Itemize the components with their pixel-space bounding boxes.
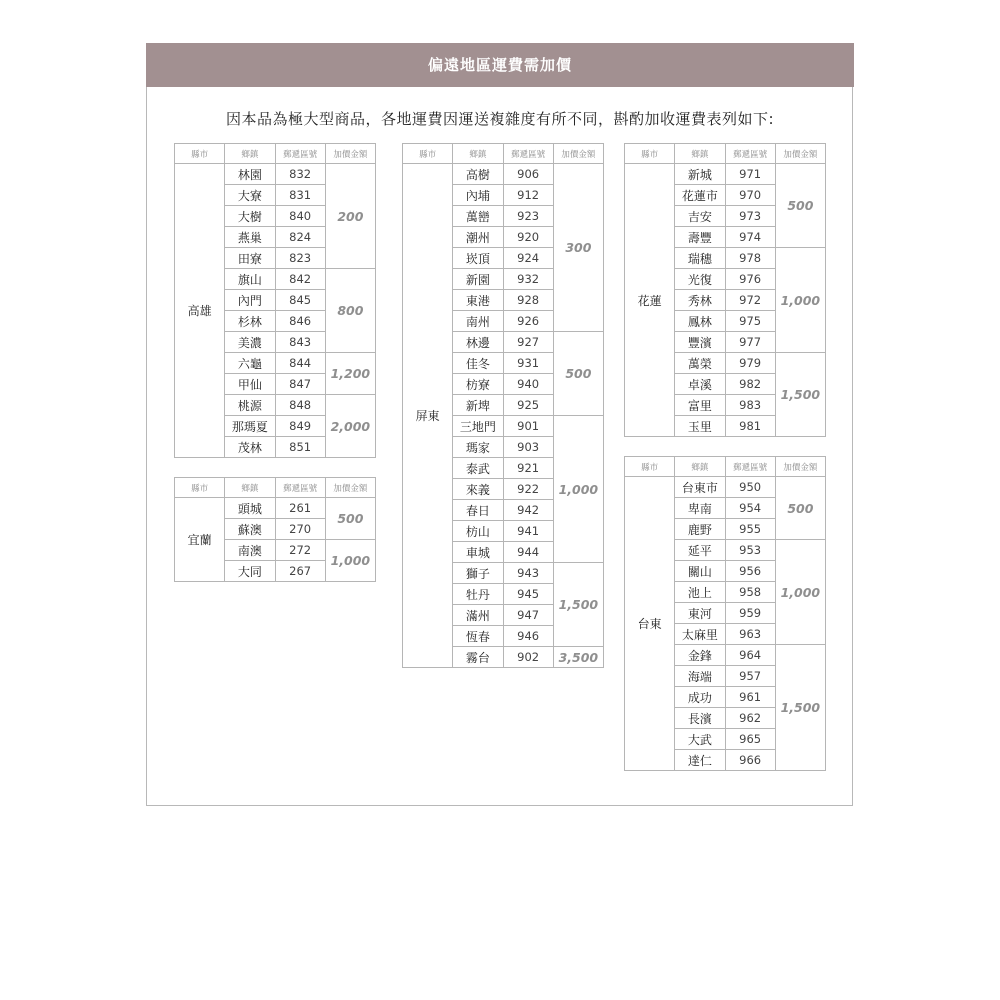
town-cell: 滿州 <box>453 605 503 626</box>
county-cell: 宜蘭 <box>175 498 225 582</box>
town-cell: 太麻里 <box>675 624 725 645</box>
zip-cell: 963 <box>725 624 775 645</box>
town-cell: 延平 <box>675 540 725 561</box>
header-town: 鄉鎮 <box>225 144 275 164</box>
town-cell: 美濃 <box>225 332 275 353</box>
zip-cell: 932 <box>503 269 553 290</box>
zip-cell: 842 <box>275 269 325 290</box>
zip-cell: 901 <box>503 416 553 437</box>
header-fee: 加價金額 <box>775 457 825 477</box>
zip-cell: 979 <box>725 353 775 374</box>
fee-cell: 1,000 <box>325 540 375 582</box>
town-cell: 萬榮 <box>675 353 725 374</box>
town-cell: 金鋒 <box>675 645 725 666</box>
town-cell: 蘇澳 <box>225 519 275 540</box>
zip-cell: 971 <box>725 164 775 185</box>
zip-cell: 950 <box>725 477 775 498</box>
town-cell: 玉里 <box>675 416 725 437</box>
town-cell: 壽豐 <box>675 227 725 248</box>
town-cell: 內埔 <box>453 185 503 206</box>
header-county: 縣市 <box>403 144 453 164</box>
fee-cell: 3,500 <box>553 647 603 668</box>
town-cell: 枋寮 <box>453 374 503 395</box>
zip-cell: 975 <box>725 311 775 332</box>
zip-cell: 943 <box>503 563 553 584</box>
town-cell: 來義 <box>453 479 503 500</box>
zip-cell: 961 <box>725 687 775 708</box>
town-cell: 大寮 <box>225 185 275 206</box>
zip-cell: 849 <box>275 416 325 437</box>
town-cell: 林園 <box>225 164 275 185</box>
town-cell: 新埤 <box>453 395 503 416</box>
zip-cell: 940 <box>503 374 553 395</box>
zip-cell: 270 <box>275 519 325 540</box>
zip-cell: 970 <box>725 185 775 206</box>
fee-cell: 1,500 <box>775 645 825 771</box>
town-cell: 甲仙 <box>225 374 275 395</box>
town-cell: 六龜 <box>225 353 275 374</box>
zip-cell: 928 <box>503 290 553 311</box>
zip-cell: 823 <box>275 248 325 269</box>
zip-cell: 925 <box>503 395 553 416</box>
zip-cell: 958 <box>725 582 775 603</box>
zip-cell: 973 <box>725 206 775 227</box>
zip-cell: 922 <box>503 479 553 500</box>
zip-cell: 982 <box>725 374 775 395</box>
zip-cell: 955 <box>725 519 775 540</box>
fee-cell: 1,000 <box>775 540 825 645</box>
town-cell: 大武 <box>675 729 725 750</box>
zip-cell: 824 <box>275 227 325 248</box>
zip-cell: 946 <box>503 626 553 647</box>
zip-cell: 957 <box>725 666 775 687</box>
header-zip: 郵遞區號 <box>725 144 775 164</box>
zip-cell: 832 <box>275 164 325 185</box>
header-county: 縣市 <box>175 478 225 498</box>
zip-cell: 844 <box>275 353 325 374</box>
town-cell: 田寮 <box>225 248 275 269</box>
town-cell: 崁頂 <box>453 248 503 269</box>
zip-cell: 954 <box>725 498 775 519</box>
header-town: 鄉鎮 <box>675 144 725 164</box>
header-fee: 加價金額 <box>325 144 375 164</box>
town-cell: 卓溪 <box>675 374 725 395</box>
fee-cell: 200 <box>325 164 375 269</box>
zip-cell: 945 <box>503 584 553 605</box>
zip-cell: 903 <box>503 437 553 458</box>
fee-cell: 1,500 <box>553 563 603 647</box>
town-cell: 新城 <box>675 164 725 185</box>
intro-text: 因本品為極大型商品，各地運費因運送複雜度有所不同，斟酌加收運費表列如下: <box>225 110 775 128</box>
town-cell: 東港 <box>453 290 503 311</box>
town-cell: 獅子 <box>453 563 503 584</box>
town-cell: 萬巒 <box>453 206 503 227</box>
zip-cell: 947 <box>503 605 553 626</box>
table-row <box>175 164 376 185</box>
fee-cell: 1,500 <box>775 353 825 437</box>
town-cell: 海端 <box>675 666 725 687</box>
zip-cell: 978 <box>725 248 775 269</box>
town-cell: 桃源 <box>225 395 275 416</box>
town-cell: 大同 <box>225 561 275 582</box>
zip-cell: 926 <box>503 311 553 332</box>
town-cell: 光復 <box>675 269 725 290</box>
zip-cell: 847 <box>275 374 325 395</box>
town-cell: 富里 <box>675 395 725 416</box>
town-cell: 鳳林 <box>675 311 725 332</box>
fee-table-pingtung <box>402 143 604 668</box>
zip-cell: 972 <box>725 290 775 311</box>
zip-cell: 976 <box>725 269 775 290</box>
town-cell: 枋山 <box>453 521 503 542</box>
town-cell: 卑南 <box>675 498 725 519</box>
zip-cell: 959 <box>725 603 775 624</box>
town-cell: 旗山 <box>225 269 275 290</box>
table-row <box>175 498 376 519</box>
town-cell: 茂林 <box>225 437 275 458</box>
zip-cell: 845 <box>275 290 325 311</box>
page-title: 偏遠地區運費需加價 <box>146 43 854 87</box>
header-county: 縣市 <box>175 144 225 164</box>
town-cell: 東河 <box>675 603 725 624</box>
town-cell: 瑞穗 <box>675 248 725 269</box>
zip-cell: 983 <box>725 395 775 416</box>
fee-cell: 1,000 <box>553 416 603 563</box>
table-row <box>403 164 604 185</box>
zip-cell: 974 <box>725 227 775 248</box>
zip-cell: 906 <box>503 164 553 185</box>
zip-cell: 977 <box>725 332 775 353</box>
town-cell: 豐濱 <box>675 332 725 353</box>
zip-cell: 272 <box>275 540 325 561</box>
fee-cell: 1,200 <box>325 353 375 395</box>
zip-cell: 962 <box>725 708 775 729</box>
town-cell: 潮州 <box>453 227 503 248</box>
header-row <box>175 478 376 498</box>
county-cell: 高雄 <box>175 164 225 458</box>
zip-cell: 846 <box>275 311 325 332</box>
county-cell: 花蓮 <box>625 164 675 437</box>
zip-cell: 921 <box>503 458 553 479</box>
zip-cell: 981 <box>725 416 775 437</box>
zip-cell: 840 <box>275 206 325 227</box>
county-cell: 台東 <box>625 477 675 771</box>
town-cell: 頭城 <box>225 498 275 519</box>
fee-cell: 800 <box>325 269 375 353</box>
zip-cell: 965 <box>725 729 775 750</box>
town-cell: 恆春 <box>453 626 503 647</box>
town-cell: 杉林 <box>225 311 275 332</box>
town-cell: 達仁 <box>675 750 725 771</box>
town-cell: 佳冬 <box>453 353 503 374</box>
header-county: 縣市 <box>625 144 675 164</box>
county-cell: 屏東 <box>403 164 453 668</box>
fee-table-hualien <box>624 143 826 437</box>
town-cell: 吉安 <box>675 206 725 227</box>
fee-cell: 500 <box>553 332 603 416</box>
table-row <box>625 477 826 498</box>
header-row <box>403 144 604 164</box>
header-town: 鄉鎮 <box>453 144 503 164</box>
zip-cell: 851 <box>275 437 325 458</box>
zip-cell: 923 <box>503 206 553 227</box>
zip-cell: 927 <box>503 332 553 353</box>
zip-cell: 942 <box>503 500 553 521</box>
town-cell: 高樹 <box>453 164 503 185</box>
town-cell: 林邊 <box>453 332 503 353</box>
zip-cell: 902 <box>503 647 553 668</box>
town-cell: 大樹 <box>225 206 275 227</box>
town-cell: 燕巢 <box>225 227 275 248</box>
town-cell: 瑪家 <box>453 437 503 458</box>
header-fee: 加價金額 <box>325 478 375 498</box>
fee-cell: 500 <box>775 164 825 248</box>
header-county: 縣市 <box>625 457 675 477</box>
zip-cell: 267 <box>275 561 325 582</box>
town-cell: 池上 <box>675 582 725 603</box>
zip-cell: 944 <box>503 542 553 563</box>
header-zip: 郵遞區號 <box>275 144 325 164</box>
zip-cell: 912 <box>503 185 553 206</box>
fee-table-yilan <box>174 477 376 582</box>
town-cell: 新園 <box>453 269 503 290</box>
zip-cell: 261 <box>275 498 325 519</box>
zip-cell: 966 <box>725 750 775 771</box>
fee-table-taitung <box>624 456 826 771</box>
header-row <box>625 144 826 164</box>
zip-cell: 924 <box>503 248 553 269</box>
town-cell: 那瑪夏 <box>225 416 275 437</box>
town-cell: 南州 <box>453 311 503 332</box>
town-cell: 內門 <box>225 290 275 311</box>
fee-cell: 2,000 <box>325 395 375 458</box>
town-cell: 泰武 <box>453 458 503 479</box>
town-cell: 車城 <box>453 542 503 563</box>
zip-cell: 964 <box>725 645 775 666</box>
zip-cell: 953 <box>725 540 775 561</box>
town-cell: 鹿野 <box>675 519 725 540</box>
fee-table-kaohsiung <box>174 143 376 458</box>
town-cell: 長濱 <box>675 708 725 729</box>
header-fee: 加價金額 <box>553 144 603 164</box>
town-cell: 南澳 <box>225 540 275 561</box>
town-cell: 成功 <box>675 687 725 708</box>
zip-cell: 831 <box>275 185 325 206</box>
header-row <box>625 457 826 477</box>
zip-cell: 931 <box>503 353 553 374</box>
header-zip: 郵遞區號 <box>503 144 553 164</box>
header-fee: 加價金額 <box>775 144 825 164</box>
header-zip: 郵遞區號 <box>725 457 775 477</box>
town-cell: 三地門 <box>453 416 503 437</box>
fee-cell: 500 <box>325 498 375 540</box>
fee-cell: 300 <box>553 164 603 332</box>
zip-cell: 843 <box>275 332 325 353</box>
town-cell: 牡丹 <box>453 584 503 605</box>
zip-cell: 848 <box>275 395 325 416</box>
zip-cell: 920 <box>503 227 553 248</box>
town-cell: 霧台 <box>453 647 503 668</box>
town-cell: 秀林 <box>675 290 725 311</box>
town-cell: 春日 <box>453 500 503 521</box>
header-zip: 郵遞區號 <box>275 478 325 498</box>
header-town: 鄉鎮 <box>225 478 275 498</box>
town-cell: 台東市 <box>675 477 725 498</box>
zip-cell: 941 <box>503 521 553 542</box>
header-town: 鄉鎮 <box>675 457 725 477</box>
town-cell: 花蓮市 <box>675 185 725 206</box>
fee-cell: 1,000 <box>775 248 825 353</box>
table-row <box>625 164 826 185</box>
fee-cell: 500 <box>775 477 825 540</box>
header-row <box>175 144 376 164</box>
zip-cell: 956 <box>725 561 775 582</box>
town-cell: 關山 <box>675 561 725 582</box>
